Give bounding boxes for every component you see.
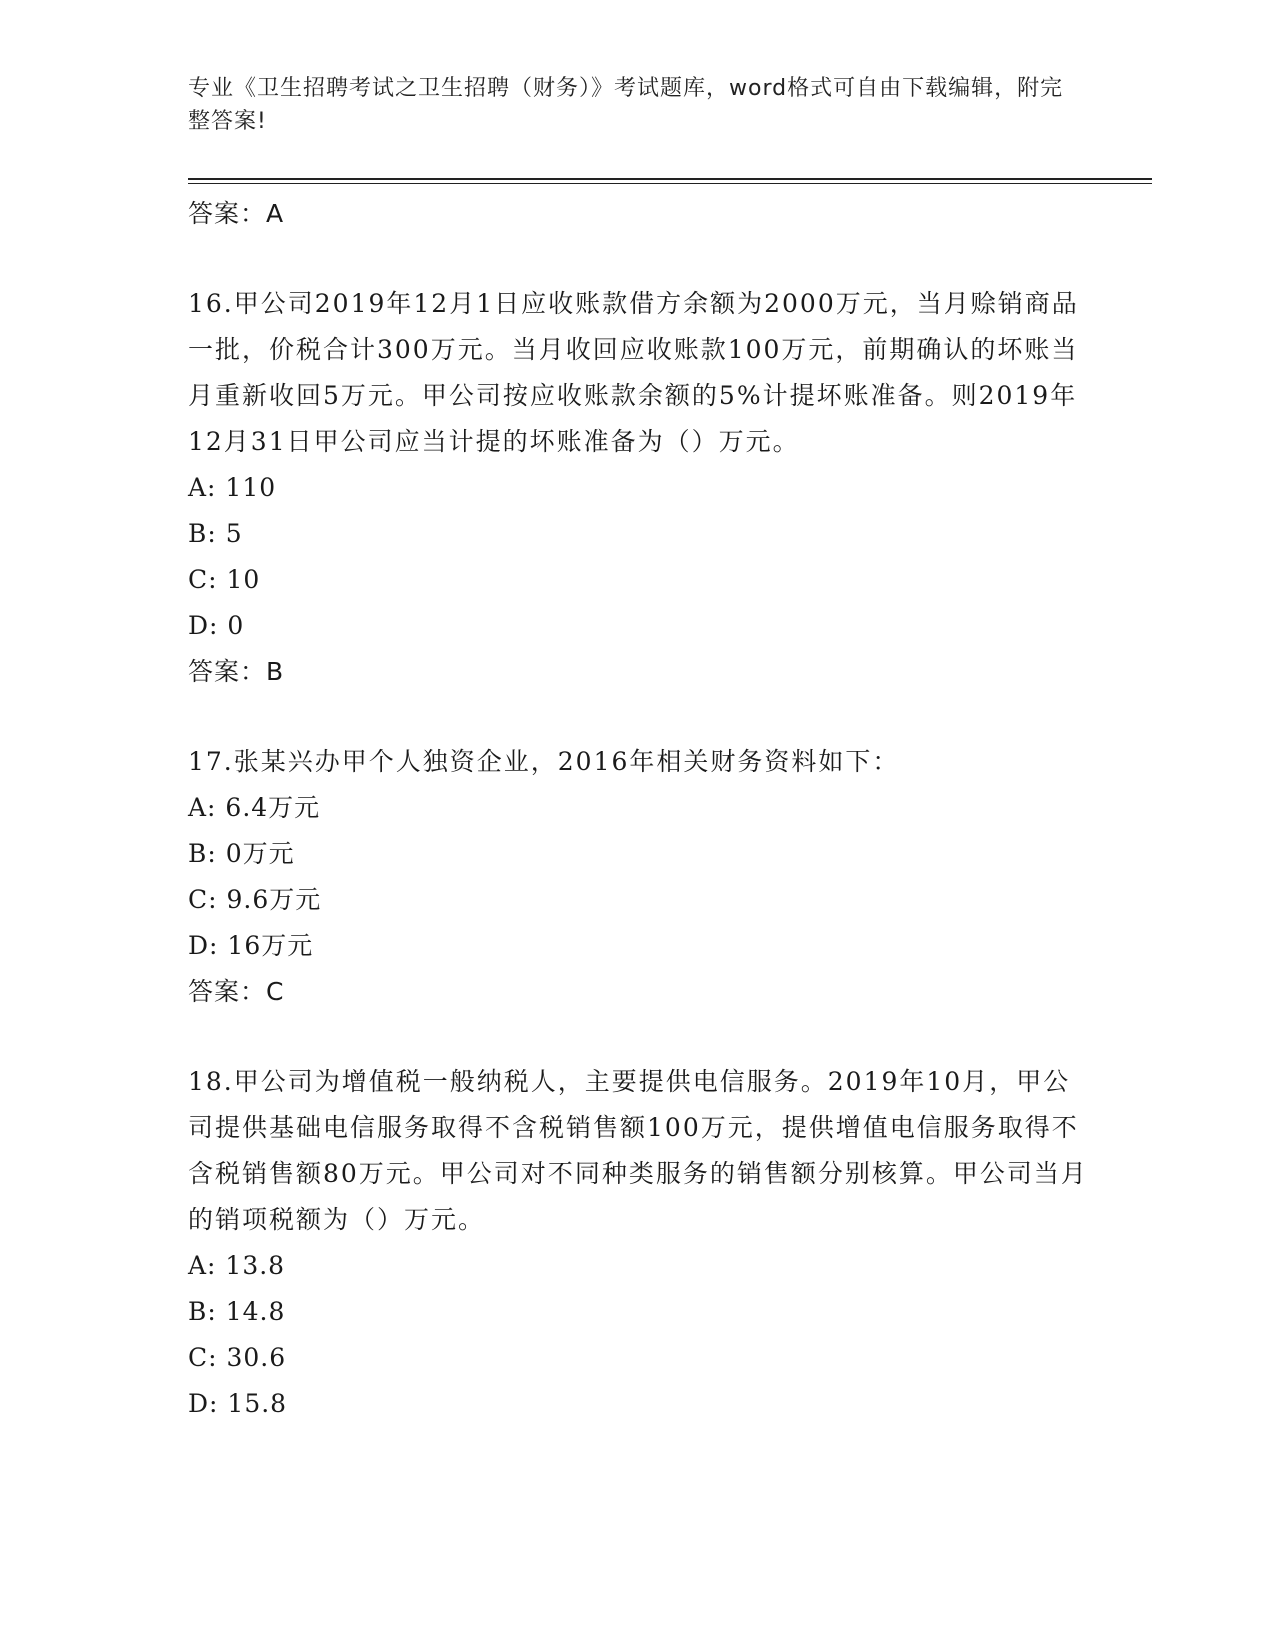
option-c: C: 9.6万元 <box>188 885 322 914</box>
option-b: B: 0万元 <box>188 839 295 868</box>
option-b: B: 14.8 <box>188 1297 286 1326</box>
question-18 <box>188 1059 1088 1427</box>
option-c: C: 10 <box>188 565 261 594</box>
header-rule-thick <box>188 178 1152 180</box>
option-a: A: 6.4万元 <box>188 793 321 822</box>
answer-label: 答案：B <box>188 657 285 686</box>
option-d: D: 15.8 <box>188 1389 288 1418</box>
option-b: B: 5 <box>188 519 243 548</box>
question-17 <box>188 739 1088 1015</box>
question-16 <box>188 281 1088 695</box>
question-text: 17.张某兴办甲个人独资企业，2016年相关财务资料如下： <box>188 747 900 776</box>
question-text: 18.甲公司为增值税一般纳税人，主要提供电信服务。2019年10月，甲公司提供基础电信服务取得不含税销售额100万元，提供增值电信服务取得不含税销售额80万元。甲公司对不同种类服务的销售额分别核算。甲公司当月的销项税额为（）万元。 <box>188 1067 1088 1234</box>
option-d: D: 16万元 <box>188 931 314 960</box>
header-rule-thin <box>188 183 1152 184</box>
answer-label: 答案：C <box>188 977 285 1006</box>
answer-label: 答案：A <box>188 199 285 228</box>
option-c: C: 30.6 <box>188 1343 287 1372</box>
option-a: A: 13.8 <box>188 1251 286 1280</box>
question-text: 16.甲公司2019年12月1日应收账款借方余额为2000万元，当月赊销商品一批，价税合计300万元。当月收回应收账款100万元，前期确认的坏账当月重新收回5万元。甲公司按应收账款余额的5%计提坏账准备。则2019年12月31日甲公司应当计提的坏账准备为（）万元。 <box>188 289 1079 456</box>
content <box>188 191 1088 1427</box>
option-a: A: 110 <box>188 473 277 502</box>
page-header: 专业《卫生招聘考试之卫生招聘（财务）》考试题库，word格式可自由下载编辑，附完整答案! <box>188 76 1064 134</box>
option-d: D: 0 <box>188 611 245 640</box>
